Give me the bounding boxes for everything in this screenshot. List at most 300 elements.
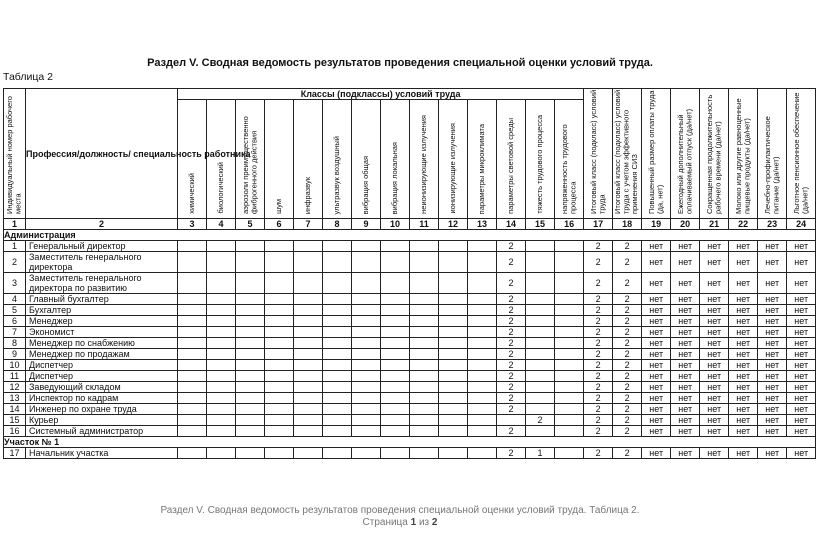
- factor-cell: [178, 448, 207, 459]
- guarantee-cell: нет: [700, 371, 729, 382]
- guarantee-cell: нет: [787, 382, 816, 393]
- guarantee-cell: нет: [700, 349, 729, 360]
- guarantee-cell: нет: [729, 382, 758, 393]
- factor-cell: [207, 349, 236, 360]
- guarantee-cell: нет: [671, 426, 700, 437]
- guarantee-cell: нет: [729, 327, 758, 338]
- factor-cell: [178, 393, 207, 404]
- final-class-siz-cell: 2: [613, 349, 642, 360]
- guarantee-cell: нет: [758, 415, 787, 426]
- factor-cell: [468, 371, 497, 382]
- factor-cell: [555, 316, 584, 327]
- factor-cell: [352, 316, 381, 327]
- factor-cell: [381, 338, 410, 349]
- factor-cell: [352, 252, 381, 273]
- guarantee-cell: нет: [758, 349, 787, 360]
- factor-cell: [410, 393, 439, 404]
- factor-cell: [526, 371, 555, 382]
- guarantee-cell: нет: [671, 338, 700, 349]
- guarantee-cell: нет: [642, 415, 671, 426]
- factor-header: напряженность трудового процесса: [555, 100, 584, 219]
- factor-cell: [381, 252, 410, 273]
- factor-cell: [526, 241, 555, 252]
- guarantee-cell: нет: [642, 294, 671, 305]
- factor-cell: [410, 349, 439, 360]
- factor-cell: [265, 448, 294, 459]
- guarantee-cell: нет: [700, 305, 729, 316]
- factor-cell: [352, 327, 381, 338]
- guarantee-cell: нет: [671, 382, 700, 393]
- final-class-cell: 2: [584, 448, 613, 459]
- factor-cell: 2: [526, 415, 555, 426]
- profession-cell: Диспетчер: [26, 371, 178, 382]
- final-class-cell: 2: [584, 360, 613, 371]
- factor-cell: [468, 241, 497, 252]
- factor-cell: [265, 316, 294, 327]
- factor-cell: [265, 382, 294, 393]
- factor-cell: [468, 360, 497, 371]
- guarantee-cell: нет: [671, 415, 700, 426]
- factor-cell: [323, 349, 352, 360]
- factor-cell: [236, 371, 265, 382]
- factor-cell: [294, 327, 323, 338]
- column-number: 11: [410, 219, 439, 230]
- guarantee-cell: нет: [758, 316, 787, 327]
- factor-cell: [555, 349, 584, 360]
- factor-cell: [439, 316, 468, 327]
- factor-cell: 2: [497, 252, 526, 273]
- factor-cell: [236, 273, 265, 294]
- factor-cell: [410, 273, 439, 294]
- factor-cell: [178, 415, 207, 426]
- factor-cell: 2: [497, 426, 526, 437]
- guarantee-cell: нет: [642, 241, 671, 252]
- table-row: [4, 273, 816, 294]
- final-class-siz-cell: 2: [613, 327, 642, 338]
- factor-cell: [439, 415, 468, 426]
- final-class-cell: 2: [584, 252, 613, 273]
- guarantee-cell: нет: [700, 273, 729, 294]
- factor-cell: [352, 360, 381, 371]
- final-class-siz-cell: 2: [613, 448, 642, 459]
- final-class-siz-cell: 2: [613, 294, 642, 305]
- factor-cell: [265, 371, 294, 382]
- workplace-number: 12: [4, 382, 26, 393]
- factor-cell: 2: [497, 382, 526, 393]
- factor-cell: [555, 273, 584, 294]
- factor-cell: [352, 371, 381, 382]
- factor-cell: [526, 393, 555, 404]
- guarantee-cell: нет: [758, 382, 787, 393]
- factor-cell: [381, 415, 410, 426]
- final-class-cell: 2: [584, 338, 613, 349]
- factor-header: биологический: [207, 100, 236, 219]
- final-class-cell: 2: [584, 294, 613, 305]
- workplace-number: 1: [4, 241, 26, 252]
- column-number: 8: [323, 219, 352, 230]
- table-row: [4, 305, 816, 316]
- factor-header: вибрация общая: [352, 100, 381, 219]
- factor-cell: [294, 448, 323, 459]
- guarantee-cell: нет: [729, 316, 758, 327]
- factor-cell: [207, 294, 236, 305]
- factor-cell: [381, 404, 410, 415]
- guarantee-cell: нет: [700, 448, 729, 459]
- column-number: 18: [613, 219, 642, 230]
- extra-header: Повышенный размер оплаты труда (да, нет): [642, 89, 671, 219]
- factor-cell: [381, 316, 410, 327]
- factor-cell: [526, 273, 555, 294]
- guarantee-cell: нет: [700, 241, 729, 252]
- factor-cell: [178, 371, 207, 382]
- factor-cell: [236, 252, 265, 273]
- table-row: [4, 382, 816, 393]
- factor-cell: [207, 252, 236, 273]
- factor-cell: [178, 360, 207, 371]
- factor-cell: [265, 360, 294, 371]
- workplace-number: 11: [4, 371, 26, 382]
- factor-cell: [323, 382, 352, 393]
- workplace-number: 2: [4, 252, 26, 273]
- guarantee-cell: нет: [758, 338, 787, 349]
- factor-cell: 2: [497, 404, 526, 415]
- guarantee-cell: нет: [729, 371, 758, 382]
- workplace-number: 14: [4, 404, 26, 415]
- factor-cell: [207, 241, 236, 252]
- factor-cell: [526, 305, 555, 316]
- factor-cell: [352, 426, 381, 437]
- factor-cell: [323, 415, 352, 426]
- factor-cell: [294, 252, 323, 273]
- factor-cell: 2: [497, 294, 526, 305]
- factor-cell: [410, 316, 439, 327]
- guarantee-cell: нет: [729, 426, 758, 437]
- guarantee-cell: нет: [787, 371, 816, 382]
- final-class-cell: 2: [584, 316, 613, 327]
- factor-cell: [439, 294, 468, 305]
- workplace-number: 17: [4, 448, 26, 459]
- factor-cell: [468, 448, 497, 459]
- column-number: 19: [642, 219, 671, 230]
- guarantee-cell: нет: [758, 305, 787, 316]
- guarantee-cell: нет: [729, 415, 758, 426]
- factor-cell: [178, 241, 207, 252]
- final-class-siz-cell: 2: [613, 415, 642, 426]
- factor-header: ионизирующие излучения: [439, 100, 468, 219]
- factor-cell: [294, 360, 323, 371]
- factor-cell: [323, 327, 352, 338]
- final-class-siz-cell: 2: [613, 426, 642, 437]
- profession-cell: Курьер: [26, 415, 178, 426]
- factor-cell: [178, 349, 207, 360]
- guarantee-cell: нет: [700, 360, 729, 371]
- factor-cell: [323, 426, 352, 437]
- guarantee-cell: нет: [787, 415, 816, 426]
- factor-cell: [410, 426, 439, 437]
- table-row: [4, 404, 816, 415]
- factor-cell: [323, 448, 352, 459]
- guarantee-cell: нет: [729, 252, 758, 273]
- factor-cell: [526, 404, 555, 415]
- profession-cell: Инспектор по кадрам: [26, 393, 178, 404]
- final-class-siz-cell: 2: [613, 393, 642, 404]
- guarantee-cell: нет: [671, 252, 700, 273]
- factor-cell: [294, 349, 323, 360]
- factor-cell: [439, 349, 468, 360]
- factor-cell: [410, 371, 439, 382]
- factor-cell: [178, 382, 207, 393]
- workplace-number: 6: [4, 316, 26, 327]
- factor-cell: [207, 382, 236, 393]
- factor-cell: [526, 338, 555, 349]
- factor-cell: [381, 349, 410, 360]
- factor-cell: [381, 393, 410, 404]
- column-number: 9: [352, 219, 381, 230]
- results-table: [3, 88, 816, 459]
- guarantee-cell: нет: [758, 426, 787, 437]
- factor-cell: [410, 241, 439, 252]
- factor-cell: [178, 316, 207, 327]
- factor-cell: [265, 294, 294, 305]
- factor-cell: [294, 404, 323, 415]
- factor-cell: 2: [497, 241, 526, 252]
- factor-header: неионизирующие излучения: [410, 100, 439, 219]
- guarantee-cell: нет: [787, 426, 816, 437]
- guarantee-cell: нет: [787, 241, 816, 252]
- factor-cell: [178, 273, 207, 294]
- factor-cell: [236, 426, 265, 437]
- guarantee-cell: нет: [729, 404, 758, 415]
- factor-cell: [236, 338, 265, 349]
- guarantee-cell: нет: [642, 316, 671, 327]
- extra-header: Льготное пенсионное обеспечение (да/нет): [787, 89, 816, 219]
- factor-cell: [265, 426, 294, 437]
- factor-cell: [323, 316, 352, 327]
- column-number: 4: [207, 219, 236, 230]
- factor-cell: [439, 252, 468, 273]
- factor-cell: [236, 316, 265, 327]
- guarantee-cell: нет: [642, 349, 671, 360]
- factor-cell: [207, 273, 236, 294]
- table-row: [4, 316, 816, 327]
- profession-cell: Заместитель генерального директора: [26, 252, 178, 273]
- factor-cell: [294, 305, 323, 316]
- factor-cell: [352, 393, 381, 404]
- factor-cell: [323, 338, 352, 349]
- factor-cell: [178, 305, 207, 316]
- factor-cell: [468, 273, 497, 294]
- guarantee-cell: нет: [787, 349, 816, 360]
- extra-header: Сокращенная продолжительность рабочего времени (да/нет): [700, 89, 729, 219]
- guarantee-cell: нет: [787, 448, 816, 459]
- guarantee-cell: нет: [787, 305, 816, 316]
- factor-cell: [555, 404, 584, 415]
- factor-cell: [323, 360, 352, 371]
- factor-cell: 2: [497, 393, 526, 404]
- factor-cell: [381, 273, 410, 294]
- factor-cell: [410, 404, 439, 415]
- final-class-cell: 2: [584, 371, 613, 382]
- factor-cell: [555, 415, 584, 426]
- factor-cell: [323, 371, 352, 382]
- factor-cell: [381, 426, 410, 437]
- factor-cell: [352, 415, 381, 426]
- factor-cell: [468, 338, 497, 349]
- extra-header: Молоко или другие равноценные пищевые продукты (да/нет): [729, 89, 758, 219]
- profession-cell: Менеджер: [26, 316, 178, 327]
- table-row: [4, 426, 816, 437]
- column-number: 24: [787, 219, 816, 230]
- factor-header: вибрация локальная: [381, 100, 410, 219]
- factor-cell: [236, 404, 265, 415]
- profession-cell: Менеджер по снабжению: [26, 338, 178, 349]
- factor-cell: [323, 393, 352, 404]
- factor-cell: [294, 241, 323, 252]
- factor-cell: [207, 360, 236, 371]
- final-class-siz-cell: 2: [613, 273, 642, 294]
- factor-cell: [207, 338, 236, 349]
- header-row-top: [4, 89, 816, 100]
- guarantee-cell: нет: [700, 316, 729, 327]
- final-class-siz-cell: 2: [613, 404, 642, 415]
- column-number: 12: [439, 219, 468, 230]
- factor-cell: [468, 382, 497, 393]
- factor-header: химический: [178, 100, 207, 219]
- profession-cell: Системный администратор: [26, 426, 178, 437]
- factor-cell: [323, 273, 352, 294]
- column-number: 13: [468, 219, 497, 230]
- workplace-number: 7: [4, 327, 26, 338]
- final-class-cell: 2: [584, 404, 613, 415]
- table-row: [4, 371, 816, 382]
- profession-cell: Экономист: [26, 327, 178, 338]
- factor-cell: [352, 338, 381, 349]
- factor-cell: [323, 404, 352, 415]
- factor-cell: [410, 360, 439, 371]
- factor-cell: [555, 448, 584, 459]
- factor-cell: [439, 426, 468, 437]
- final-class-siz-cell: 2: [613, 252, 642, 273]
- factor-cell: [555, 393, 584, 404]
- factor-cell: [555, 360, 584, 371]
- guarantee-cell: нет: [642, 371, 671, 382]
- factor-cell: [410, 338, 439, 349]
- final-class-cell: 2: [584, 241, 613, 252]
- factor-cell: [555, 294, 584, 305]
- extra-header: Итоговый класс (подкласс) условий труда: [584, 89, 613, 219]
- section-row: [4, 230, 816, 241]
- factor-header: шум: [265, 100, 294, 219]
- workplace-number: 16: [4, 426, 26, 437]
- guarantee-cell: нет: [758, 252, 787, 273]
- guarantee-cell: нет: [758, 241, 787, 252]
- factor-cell: [468, 426, 497, 437]
- column-number: 23: [758, 219, 787, 230]
- final-class-cell: 2: [584, 426, 613, 437]
- factor-cell: [294, 415, 323, 426]
- factor-cell: [265, 273, 294, 294]
- factor-header: аэрозоли преимущественно фиброгенного действия: [236, 100, 265, 219]
- factor-cell: [265, 338, 294, 349]
- page-total: 2: [431, 517, 438, 528]
- guarantee-cell: нет: [671, 360, 700, 371]
- workplace-number: 3: [4, 273, 26, 294]
- guarantee-cell: нет: [671, 404, 700, 415]
- factor-cell: [410, 415, 439, 426]
- factor-cell: [381, 241, 410, 252]
- final-class-cell: 2: [584, 415, 613, 426]
- guarantee-cell: нет: [700, 327, 729, 338]
- column-number: 22: [729, 219, 758, 230]
- column-number: 16: [555, 219, 584, 230]
- factor-cell: [497, 415, 526, 426]
- factor-cell: [410, 305, 439, 316]
- factor-cell: [207, 305, 236, 316]
- column-number: 6: [265, 219, 294, 230]
- guarantee-cell: нет: [642, 327, 671, 338]
- factor-cell: [526, 316, 555, 327]
- factor-cell: [439, 360, 468, 371]
- guarantee-cell: нет: [642, 305, 671, 316]
- guarantee-cell: нет: [787, 404, 816, 415]
- factor-cell: [236, 294, 265, 305]
- factor-cell: [555, 382, 584, 393]
- factor-cell: [207, 316, 236, 327]
- factor-cell: [178, 338, 207, 349]
- page-footer: [0, 505, 800, 529]
- guarantee-cell: нет: [787, 360, 816, 371]
- factor-cell: [526, 294, 555, 305]
- guarantee-cell: нет: [642, 393, 671, 404]
- column-number: 5: [236, 219, 265, 230]
- factor-cell: [265, 393, 294, 404]
- factor-cell: [294, 294, 323, 305]
- factor-cell: [468, 404, 497, 415]
- final-class-siz-cell: 2: [613, 241, 642, 252]
- factor-cell: [439, 393, 468, 404]
- factor-cell: [236, 415, 265, 426]
- factor-cell: [294, 273, 323, 294]
- table-row: [4, 349, 816, 360]
- guarantee-cell: нет: [700, 393, 729, 404]
- profession-cell: Заведующий складом: [26, 382, 178, 393]
- factor-header: параметры микроклимата: [468, 100, 497, 219]
- factor-cell: [236, 448, 265, 459]
- factor-cell: [439, 404, 468, 415]
- guarantee-cell: нет: [700, 294, 729, 305]
- factor-cell: [352, 404, 381, 415]
- guarantee-cell: нет: [787, 294, 816, 305]
- table-row: [4, 252, 816, 273]
- table-row: [4, 393, 816, 404]
- factor-cell: [526, 382, 555, 393]
- factor-cell: [352, 349, 381, 360]
- column-number: 10: [381, 219, 410, 230]
- factor-cell: [555, 252, 584, 273]
- factor-cell: [352, 305, 381, 316]
- factor-cell: [381, 327, 410, 338]
- guarantee-cell: нет: [642, 448, 671, 459]
- factor-cell: [236, 360, 265, 371]
- guarantee-cell: нет: [729, 448, 758, 459]
- guarantee-cell: нет: [758, 371, 787, 382]
- factor-cell: [410, 327, 439, 338]
- factor-cell: [352, 273, 381, 294]
- final-class-cell: 2: [584, 382, 613, 393]
- workplace-number-header: Индивидуальный номер рабочего места: [4, 89, 26, 219]
- guarantee-cell: нет: [671, 349, 700, 360]
- guarantee-cell: нет: [787, 273, 816, 294]
